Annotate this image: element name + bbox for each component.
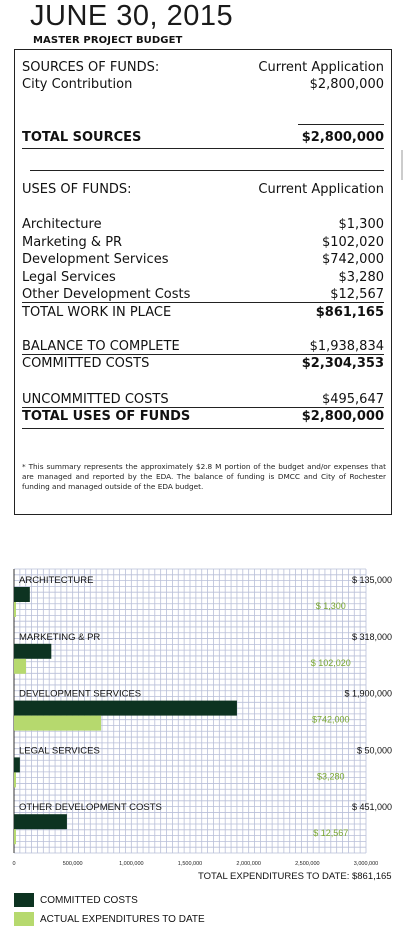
balance-rule [22, 354, 384, 355]
category-label: LEGAL SERVICES [19, 745, 100, 757]
sources-total-value: $2,800,000 [301, 130, 384, 145]
scroll-edge [401, 150, 403, 180]
uncommitted-value: $495,647 [321, 392, 384, 407]
uses-heading: USES OF FUNDS: [22, 182, 132, 197]
use-value: $742,000 [321, 252, 384, 267]
report-subtitle: MASTER PROJECT BUDGET [33, 35, 183, 46]
use-label: Other Development Costs [22, 287, 191, 302]
x-tick-label: 0 [12, 861, 16, 867]
x-tick-label: 1,500,000 [177, 861, 203, 867]
report-date: JUNE 30, 2015 [30, 0, 234, 32]
uncommitted-rule [22, 407, 384, 408]
footnote: * This summary represents the approximately $2.8 M portion of the budget and/or expenses that are managed and reported by the EDA. The balance of funding is DMCC and City of Rochester funding and managed outside of the EDA budget. [22, 462, 386, 491]
work-in-place-value: $861,165 [315, 305, 384, 320]
total-uses-label: TOTAL USES OF FUNDS [22, 409, 191, 424]
use-value: $12,567 [330, 287, 384, 302]
uses-sum-rule [22, 302, 384, 303]
bar-actual [14, 829, 16, 844]
bar-committed [14, 644, 51, 659]
legend-swatch-committed [14, 893, 34, 907]
bar-committed [14, 757, 20, 772]
value-label-committed: $ 451,000 [351, 802, 392, 813]
value-label-actual: $ 102,020 [310, 657, 351, 668]
section-divider [30, 170, 384, 171]
value-label-actual: $ 1,300 [315, 601, 346, 611]
x-tick-label: 1,000,000 [119, 861, 144, 867]
source-value: $2,800,000 [309, 77, 384, 92]
total-uses-underline [22, 428, 384, 429]
work-in-place-label: TOTAL WORK IN PLACE [22, 305, 172, 320]
legend-label-committed: COMMITTED COSTS [40, 895, 138, 906]
total-expenditures-annotation: TOTAL EXPENDITURES TO DATE: $861,165 [198, 871, 392, 882]
bar-actual [14, 716, 101, 731]
bar-committed [14, 701, 237, 716]
sources-total-label: TOTAL SOURCES [22, 130, 142, 145]
value-label-committed: $ 1,900,000 [344, 688, 392, 699]
x-tick-label: 500,000 [62, 861, 83, 867]
balance-label: BALANCE TO COMPLETE [22, 339, 180, 354]
committed-label: COMMITTED COSTS [22, 356, 150, 371]
uses-column-heading: Current Application [258, 182, 384, 197]
budget-bar-chart [0, 555, 404, 875]
balance-value: $1,938,834 [309, 339, 384, 354]
sources-sum-rule [298, 124, 384, 125]
use-value: $102,020 [321, 235, 384, 250]
category-label: ARCHITECTURE [19, 575, 94, 586]
sources-total-underline [22, 148, 384, 149]
legend-label-actual: ACTUAL EXPENDITURES TO DATE [40, 914, 205, 925]
value-label-actual: $ 12,567 [313, 828, 349, 839]
value-label-actual: $742,000 [312, 714, 350, 725]
sources-column-heading: Current Application [258, 60, 384, 75]
value-label-committed: $ 135,000 [351, 575, 392, 585]
use-label: Marketing & PR [22, 235, 123, 250]
value-label-committed: $ 318,000 [351, 631, 392, 642]
source-label: City Contribution [22, 77, 133, 92]
sources-heading: SOURCES OF FUNDS: [22, 60, 160, 75]
bar-committed [14, 587, 30, 602]
value-label-committed: $ 50,000 [356, 745, 392, 756]
use-label: Legal Services [22, 270, 116, 285]
committed-value: $2,304,353 [301, 356, 384, 371]
uncommitted-label: UNCOMMITTED COSTS [22, 392, 169, 407]
x-tick-label: 3,000,000 [353, 861, 379, 867]
x-tick-label: 2,500,000 [295, 861, 320, 867]
legend-swatch-actual [14, 912, 34, 926]
bar-actual [14, 772, 16, 787]
category-label: DEVELOPMENT SERVICES [19, 688, 142, 700]
x-tick-label: 2,000,000 [236, 861, 261, 867]
use-label: Development Services [22, 252, 169, 267]
category-label: MARKETING & PR [19, 631, 101, 643]
value-label-actual: $3,280 [317, 771, 345, 782]
use-label: Architecture [22, 217, 102, 232]
use-value: $1,300 [338, 217, 384, 232]
use-value: $3,280 [338, 270, 384, 285]
total-uses-value: $2,800,000 [301, 409, 384, 424]
bar-committed [14, 814, 67, 829]
bar-actual [14, 659, 26, 674]
bar-actual [14, 602, 16, 617]
category-label: OTHER DEVELOPMENT COSTS [19, 802, 162, 814]
